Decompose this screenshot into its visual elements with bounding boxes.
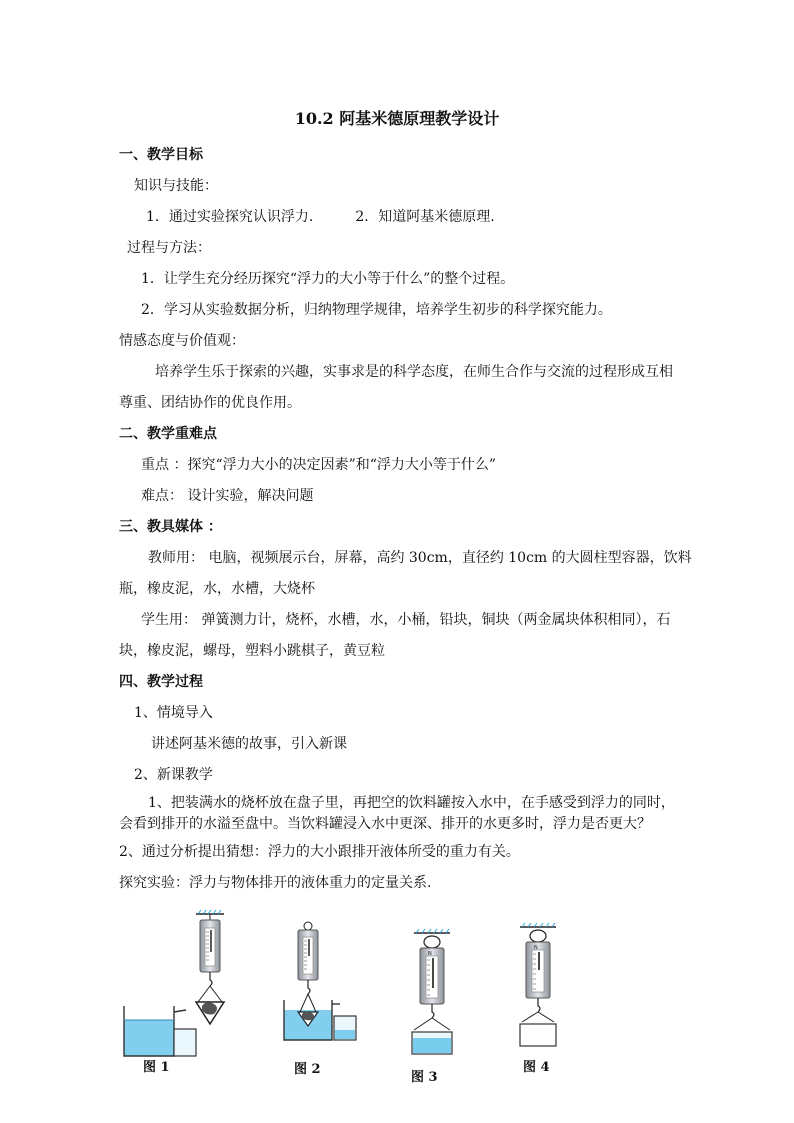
difficult-point: 难点： 设计实验，解决问题	[141, 488, 314, 504]
teaching-text-2: 会看到排开的水溢至盘中。当饮料罐浸入水中更深、排开的水更多时，浮力是否更大？	[119, 816, 651, 832]
small-cup-icon	[334, 1016, 356, 1040]
spring-scale-icon	[298, 922, 318, 994]
figure-2-caption: 图 2	[294, 1062, 321, 1077]
emotion-label: 情感态度与价值观：	[119, 333, 245, 349]
figure-4-caption: 图 4	[523, 1060, 550, 1075]
spring-scale-icon	[526, 942, 550, 1012]
stone-holder-icon	[196, 986, 224, 1024]
knowledge-label: 知识与技能：	[134, 178, 218, 194]
emotion-text-2: 尊重、团结协作的优良作用。	[119, 395, 301, 411]
scale-unit-label: N	[534, 945, 538, 951]
hook-support-icon	[196, 910, 224, 920]
figure-2-diagram	[278, 920, 364, 1042]
scale-unit-label: N	[428, 951, 432, 957]
teaching-text-4: 探究实验：浮力与物体排开的液体重力的定量关系.	[119, 875, 432, 891]
figure-3-caption: 图 3	[411, 1070, 438, 1085]
step-1-label: 1、情境导入	[134, 705, 213, 721]
figure-1-diagram	[118, 908, 246, 1058]
process-label: 过程与方法：	[127, 240, 211, 256]
cup-with-water-icon	[412, 1018, 452, 1054]
knowledge-items	[146, 207, 495, 227]
empty-cup-icon	[520, 1012, 556, 1046]
spring-scale-icon	[420, 948, 444, 1018]
student-materials-1: 学生用： 弹簧测力计，烧杯，水槽，水，小桶，铅块，铜块（两金属块体积相同），石	[141, 612, 671, 628]
step-1-text: 讲述阿基米德的故事，引入新课	[151, 736, 347, 752]
document-title: 10.2 阿基米德原理教学设计	[294, 109, 500, 128]
step-2-label: 2、新课教学	[134, 767, 213, 783]
student-materials-2: 块，橡皮泥，螺母，塑料小跳棋子，黄豆粒	[119, 643, 385, 659]
knowledge-item-2: 2．知道阿基米德原理.	[355, 209, 495, 225]
overflow-beaker-icon	[284, 994, 340, 1040]
section-1-heading: 一、教学目标	[119, 147, 203, 163]
figure-4-diagram	[510, 922, 566, 1052]
section-3-heading: 三、教具媒体 ：	[119, 519, 222, 535]
teacher-materials-2: 瓶，橡皮泥，水，水槽，大烧杯	[119, 581, 315, 597]
teacher-materials-1: 教师用： 电脑，视频展示台，屏幕，高约 30cm，直径约 10cm 的大圆柱型容器，饮料	[148, 550, 692, 566]
process-item-1: 1．让学生充分经历探究“浮力的大小等于什么”的整个过程。	[141, 271, 515, 287]
figure-3-diagram	[404, 928, 460, 1058]
hook-support-icon	[520, 923, 556, 942]
small-cup-icon	[174, 1029, 196, 1056]
section-4-heading: 四、教学过程	[119, 674, 203, 690]
hook-support-icon	[414, 929, 450, 948]
figure-1-caption: 图 1	[143, 1060, 170, 1075]
teaching-text-1: 1、把装满水的烧杯放在盘子里，再把空的饮料罐按入水中，在手感受到浮力的同时，	[148, 795, 675, 811]
key-point: 重点 ：探究“浮力大小的决定因素”和“浮力大小等于什么”	[141, 457, 497, 473]
teaching-text-3: 2、通过分析提出猜想：浮力的大小跟排开液体所受的重力有关。	[119, 844, 520, 860]
spring-scale-icon	[200, 920, 220, 986]
section-2-heading: 二、教学重难点	[119, 426, 217, 442]
emotion-text-1: 培养学生乐于探索的兴趣，实事求是的科学态度，在师生合作与交流的过程形成互相	[155, 364, 673, 380]
knowledge-item-1: 1．通过实验探究认识浮力.	[146, 209, 314, 225]
process-item-2: 2．学习从实验数据分析，归纳物理学规律，培养学生初步的科学探究能力。	[141, 302, 612, 318]
